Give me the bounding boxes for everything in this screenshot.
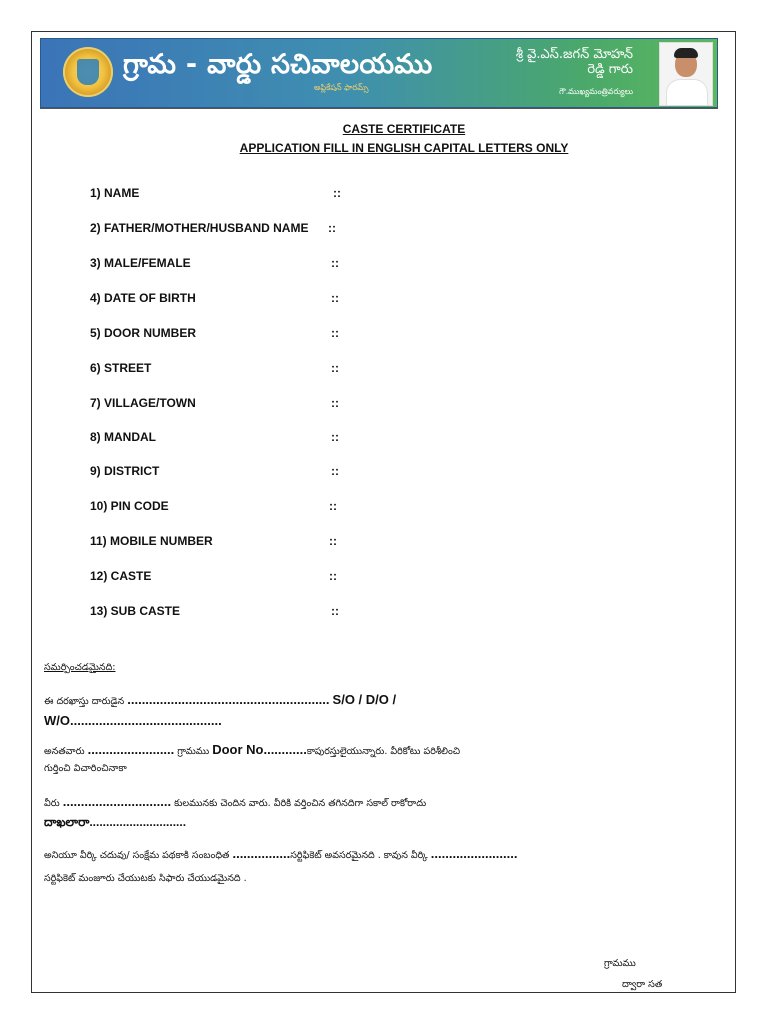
field-label: 6) STREET — [90, 361, 152, 375]
field-separator: :: — [331, 464, 339, 478]
line7-blank-1: ................ — [232, 846, 291, 861]
line7-a: అనియూ వీర్కి చదువు/ సంక్షేమ పథకాకి సంబంధిత — [44, 850, 230, 861]
field-separator: :: — [331, 326, 339, 340]
field-separator: :: — [331, 396, 339, 410]
field-separator: :: — [331, 430, 339, 444]
banner-subtitle: అప్లికేషన్ ఫారమ్స్ — [314, 83, 369, 92]
ap-emblem-logo — [63, 47, 113, 97]
field-separator: :: — [333, 186, 341, 200]
line1-text: ఈ దరఖాస్తు దారుడైన — [44, 696, 125, 707]
field-label: 5) DOOR NUMBER — [90, 326, 197, 340]
line5-blank: .............................. — [62, 794, 172, 809]
field-separator: :: — [331, 256, 339, 270]
field-label: 9) DISTRICT — [90, 464, 160, 478]
cm-name-line1: శ్రీ వై.ఎస్.జగన్ మోహన్ — [515, 47, 633, 62]
cm-role: గౌ.ముఖ్యమంత్రివర్యులు — [559, 87, 633, 96]
line3-a: అనతవారు — [44, 746, 85, 757]
field-label: 11) MOBILE NUMBER — [90, 534, 213, 548]
field-label: 12) CASTE — [90, 569, 152, 583]
declaration-line-4: గుర్తించి విచారించినాకా — [44, 763, 127, 774]
declaration-line-1 — [44, 692, 396, 709]
declaration-line-2 — [44, 713, 222, 728]
field-label: 1) NAME — [90, 186, 140, 200]
header-banner — [40, 38, 718, 108]
document-instruction: APPLICATION FILL IN ENGLISH CAPITAL LETTERS ONLY — [239, 141, 569, 155]
line3-blank-1: ........................ — [87, 742, 175, 757]
header-divider — [40, 108, 718, 109]
signature-line-1: గ్రామము — [604, 958, 636, 969]
line3-blank-2: ............ — [263, 742, 307, 757]
field-separator: :: — [328, 221, 336, 235]
signature-line-2: ద్వారా సత — [622, 979, 663, 990]
field-separator: :: — [331, 361, 339, 375]
declaration-line-7 — [44, 846, 517, 863]
line3-door-label: Door No — [212, 742, 264, 757]
field-label: 7) VILLAGE/TOWN — [90, 396, 196, 410]
declaration-line-5 — [44, 794, 426, 811]
field-label: 13) SUB CASTE — [90, 604, 181, 618]
line2-text: W/O.......................................... — [44, 713, 222, 728]
field-label: 8) MANDAL — [90, 430, 156, 444]
field-separator: :: — [331, 604, 339, 618]
field-label: 2) FATHER/MOTHER/HUSBAND NAME — [90, 221, 309, 235]
line3-c: కాపురస్తులైయున్నారు. వీరికోటు పరిశీలించి — [306, 746, 461, 757]
declaration-heading: సమర్పించడమైనది: — [44, 662, 116, 673]
line3-b: గ్రామము — [177, 746, 210, 757]
field-label: 10) PIN CODE — [90, 499, 169, 513]
field-separator: :: — [329, 534, 337, 548]
line5-b: కులమునకు చెందిన వారు. వీరికి వర్తించిన తగినదిగా సకాల్ రాకోరాదు — [174, 798, 427, 809]
cm-name-line2: రెడ్డి గారు — [587, 62, 633, 77]
document-title: CASTE CERTIFICATE — [342, 122, 466, 136]
cm-photo — [659, 42, 713, 106]
declaration-line-6 — [44, 815, 186, 832]
field-label: 3) MALE/FEMALE — [90, 256, 191, 270]
banner-title: గ్రామ - వార్డు సచివాలయము — [123, 49, 433, 80]
declaration-line-8: సర్టిఫికెట్ మంజూరు చేయుటకు సిఫారు చేయుడమైనది . — [44, 873, 247, 884]
field-separator: :: — [329, 569, 337, 583]
field-label: 4) DATE OF BIRTH — [90, 291, 196, 305]
field-separator: :: — [331, 291, 339, 305]
line1-relation: S/O / D/O / — [332, 692, 397, 707]
line5-a: వీరు — [44, 798, 60, 809]
line7-blank-2: ........................ — [430, 846, 518, 861]
line6-text: దాఖలారా............................. — [44, 815, 187, 829]
line1-blank: ........................................................ — [127, 692, 330, 707]
line7-b: సర్టిఫికెట్ అవసరమైనది . కావున వీర్కి — [290, 850, 428, 861]
cm-name — [516, 47, 633, 77]
declaration-line-3 — [44, 742, 460, 759]
field-separator: :: — [329, 499, 337, 513]
